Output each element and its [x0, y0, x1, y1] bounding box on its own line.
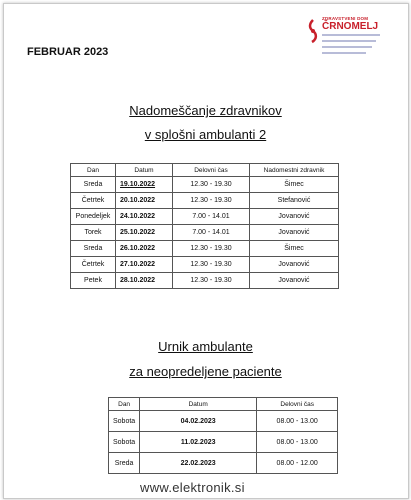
clinic-logo-icon: [306, 18, 320, 44]
cell-date: 22.02.2023: [140, 453, 257, 474]
cell-date: 27.10.2022: [116, 257, 173, 273]
cell-doctor: Jovanović: [250, 209, 339, 225]
table-row: [71, 177, 339, 193]
col-header-day: Dan: [71, 164, 116, 177]
cell-date: 28.10.2022: [116, 273, 173, 289]
col-header-hours: Delovni čas: [257, 398, 338, 411]
cell-hours: 08.00 - 13.00: [257, 432, 338, 453]
cell-day: Sreda: [109, 453, 140, 474]
logo-text-name: ČRNOMELJ: [322, 21, 379, 32]
cell-day: Torek: [71, 225, 116, 241]
table-header-row: [109, 398, 338, 411]
col-header-hours: Delovni čas: [173, 164, 250, 177]
cell-hours: 12.30 - 19.30: [173, 177, 250, 193]
cell-doctor: Jovanović: [250, 225, 339, 241]
logo-text-top: ZDRAVSTVENI DOM: [322, 16, 369, 21]
table-row: [71, 209, 339, 225]
cell-day: Sobota: [109, 432, 140, 453]
schedule-table: [108, 397, 338, 474]
cell-doctor: Stefanović: [250, 193, 339, 209]
cell-day: Petek: [71, 273, 116, 289]
cell-date: 11.02.2023: [140, 432, 257, 453]
cell-date: 25.10.2022: [116, 225, 173, 241]
cell-date: 04.02.2023: [140, 411, 257, 432]
cell-doctor: Jovanović: [250, 257, 339, 273]
substitution-table: [70, 163, 339, 289]
cell-hours: 12.30 - 19.30: [173, 257, 250, 273]
cell-day: Sobota: [109, 411, 140, 432]
cell-hours: 12.30 - 19.30: [173, 241, 250, 257]
schedule-subtitle: za neopredeljene paciente: [129, 364, 282, 379]
cell-hours: 08.00 - 13.00: [257, 411, 338, 432]
cell-date: 20.10.2022: [116, 193, 173, 209]
cell-hours: 12.30 - 19.30: [173, 273, 250, 289]
watermark-text: www.elektronik.si: [140, 480, 245, 495]
cell-day: Sreda: [71, 241, 116, 257]
logo-subtext: [322, 34, 384, 64]
cell-date: 26.10.2022: [116, 241, 173, 257]
cell-hours: 08.00 - 12.00: [257, 453, 338, 474]
table-row: [71, 193, 339, 209]
schedule-title: Urnik ambulante: [158, 339, 253, 354]
month-title: FEBRUAR 2023: [27, 46, 109, 58]
col-header-day: Dan: [109, 398, 140, 411]
table-row: [71, 257, 339, 273]
table-row: [109, 432, 338, 453]
clinic-logo: [306, 16, 386, 66]
cell-doctor: Šimec: [250, 177, 339, 193]
table-row: [71, 273, 339, 289]
table-row: [71, 241, 339, 257]
cell-date: 19.10.2022: [116, 177, 173, 193]
table-header-row: [71, 164, 339, 177]
table-row: [109, 411, 338, 432]
cell-hours: 7.00 - 14.01: [173, 209, 250, 225]
cell-doctor: Jovanović: [250, 273, 339, 289]
substitution-title: Nadomeščanje zdravnikov: [129, 103, 282, 118]
cell-date: 24.10.2022: [116, 209, 173, 225]
col-header-date: Datum: [116, 164, 173, 177]
cell-hours: 7.00 - 14.01: [173, 225, 250, 241]
table-row: [109, 453, 338, 474]
table-row: [71, 225, 339, 241]
cell-day: Četrtek: [71, 193, 116, 209]
substitution-subtitle: v splošni ambulanti 2: [144, 127, 267, 142]
col-header-doctor: Nadomestni zdravnik: [250, 164, 339, 177]
cell-hours: 12.30 - 19.30: [173, 193, 250, 209]
cell-day: Ponedeljek: [71, 209, 116, 225]
col-header-date: Datum: [140, 398, 257, 411]
cell-day: Četrtek: [71, 257, 116, 273]
cell-day: Sreda: [71, 177, 116, 193]
cell-doctor: Šimec: [250, 241, 339, 257]
